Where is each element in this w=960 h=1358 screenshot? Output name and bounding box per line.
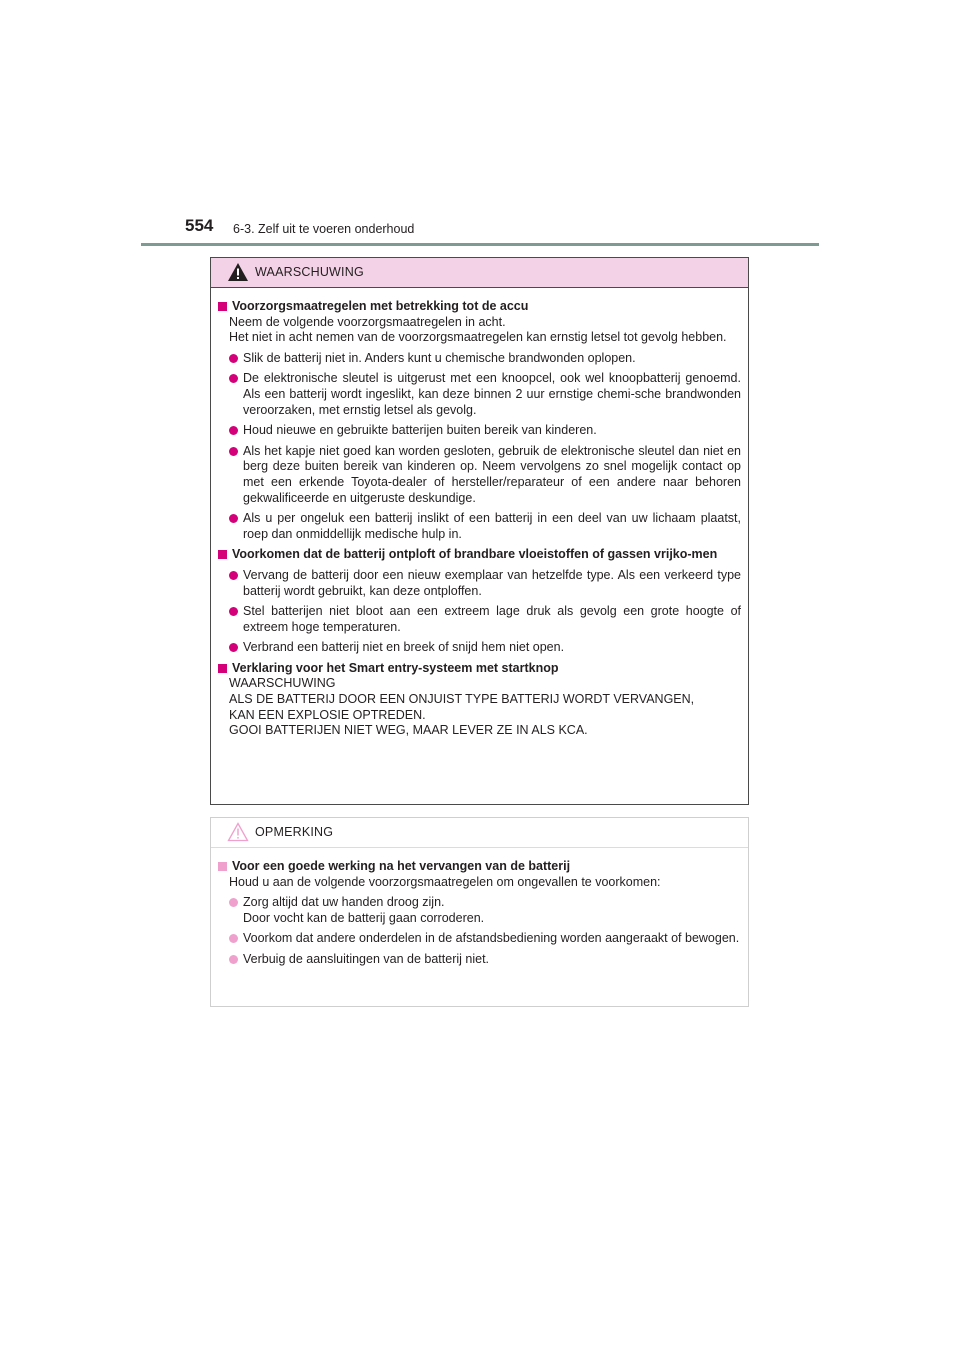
square-bullet-icon [218,550,227,559]
paragraph-text: Houd u aan de volgende voorzorgsmaatregelen om ongevallen te voorkomen: [229,874,661,889]
paragraph-text: Neem de volgende voorzorgsmaatregelen in acht. [229,314,506,329]
warning-heading [218,299,741,315]
list-item-text: Verbrand een batterij niet en breek of snijd hem niet open. [243,640,565,655]
list-item [218,952,741,968]
section-title: 6-3. Zelf uit te voeren onderhoud [233,222,415,236]
note-box-header [211,818,748,848]
round-bullet-icon [229,898,238,907]
list-item-text: Als u per ongeluk een batterij inslikt of een batterij in een deel van uw lichaam plaatst, roep dan onmiddellijk medische hulp in. [243,511,741,541]
paragraph-line: ALS DE BATTERIJ DOOR EEN ONJUIST TYPE BATTERIJ WORDT VERVANGEN, [229,692,695,707]
round-bullet-icon [229,934,238,943]
list-item-text: Stel batterijen niet bloot aan een extreem lage druk als gevolg een grote hoogte of extreem hoge temperaturen. [243,604,741,634]
note-label: OPMERKING [255,825,334,839]
round-bullet-icon [229,571,238,580]
round-bullet-icon [229,514,238,523]
list-item [218,444,741,506]
list-item-text: Vervang de batterij door een nieuw exemplaar van hetzelfde type. Als een verkeerd type batterij wordt gebruikt, kan deze ontploffen. [243,567,741,598]
paragraph [218,676,741,738]
paragraph-line: GOOI BATTERIJEN NIET WEG, MAAR LEVER ZE IN ALS KCA. [229,723,588,738]
list-item [218,931,741,947]
round-bullet-icon [229,354,238,363]
round-bullet-icon [229,374,238,383]
list-item [218,568,741,599]
warning-box-header [211,258,748,288]
list-item [218,511,741,542]
list-item-text: Slik de batterij niet in. Anders kunt u chemische brandwonden oplopen. [243,350,636,365]
paragraph-text: Het niet in acht nemen van de voorzorgsmaatregelen kan ernstig letsel tot gevolg hebben. [229,330,727,345]
list-item-text: Als het kapje niet goed kan worden gesloten, gebruik de elektronische sleutel dan niet en berg deze buiten bereik van kinderen op. Neem vervolgens zo snel mogelijk contact op met een erkende Toyota-dealer of hersteller/reparateur of een andere naar behoren gekwalificeerde en uitgeruste deskundige. [243,443,741,505]
heading-text: Voorzorgsmaatregelen met betrekking tot de accu [232,299,529,313]
list-item-text: Voorkom dat andere onderdelen in de afstandsbediening worden aangeraakt of bewogen. [243,931,740,946]
square-bullet-icon [218,664,227,673]
round-bullet-icon [229,643,238,652]
paragraph [218,330,741,346]
list-item [218,351,741,367]
heading-text: Voor een goede werking na het vervangen van de batterij [232,859,571,873]
page-number: 554 [185,216,214,235]
paragraph [218,315,741,331]
list-item [218,895,741,926]
list-item-line: Door vocht kan de batterij gaan corroderen. [243,910,485,925]
warning-triangle-icon [227,262,249,282]
list-item [218,640,741,656]
warning-content [211,288,748,739]
note-heading [218,859,741,875]
round-bullet-icon [229,607,238,616]
list-item [218,371,741,418]
warning-heading [218,547,741,563]
paragraph [218,875,741,891]
list-item [218,423,741,439]
note-box [210,817,749,1007]
square-bullet-icon [218,862,227,871]
note-content [211,848,748,968]
square-bullet-icon [218,302,227,311]
list-item-text: Verbuig de aansluitingen van de batterij niet. [243,951,490,966]
list-item-line: Zorg altijd dat uw handen droog zijn. [243,895,445,910]
warning-label: WAARSCHUWING [255,265,364,279]
round-bullet-icon [229,426,238,435]
paragraph-line: KAN EEN EXPLOSIE OPTREDEN. [229,707,426,722]
paragraph-line: WAARSCHUWING [229,676,336,691]
list-item-text: Houd nieuwe en gebruikte batterijen buiten bereik van kinderen. [243,423,597,438]
caution-triangle-icon [227,822,249,842]
list-item [218,604,741,635]
list-item-text: De elektronische sleutel is uitgerust met een knoopcel, ook wel knoopbatterij genoemd. Als een batterij wordt ingeslikt, kan deze binnen 2 uur ernstige chemi-sche brandwonden veroorzaken, met ernstig letsel als gevolg. [243,371,741,417]
header-rule [141,243,819,246]
heading-text: Verklaring voor het Smart entry-systeem met startknop [232,660,559,675]
warning-heading [218,661,741,677]
round-bullet-icon [229,447,238,456]
warning-box [210,257,749,805]
round-bullet-icon [229,955,238,964]
heading-text: Voorkomen dat de batterij ontploft of brandbare vloeistoffen of gassen vrijko-men [232,547,718,562]
